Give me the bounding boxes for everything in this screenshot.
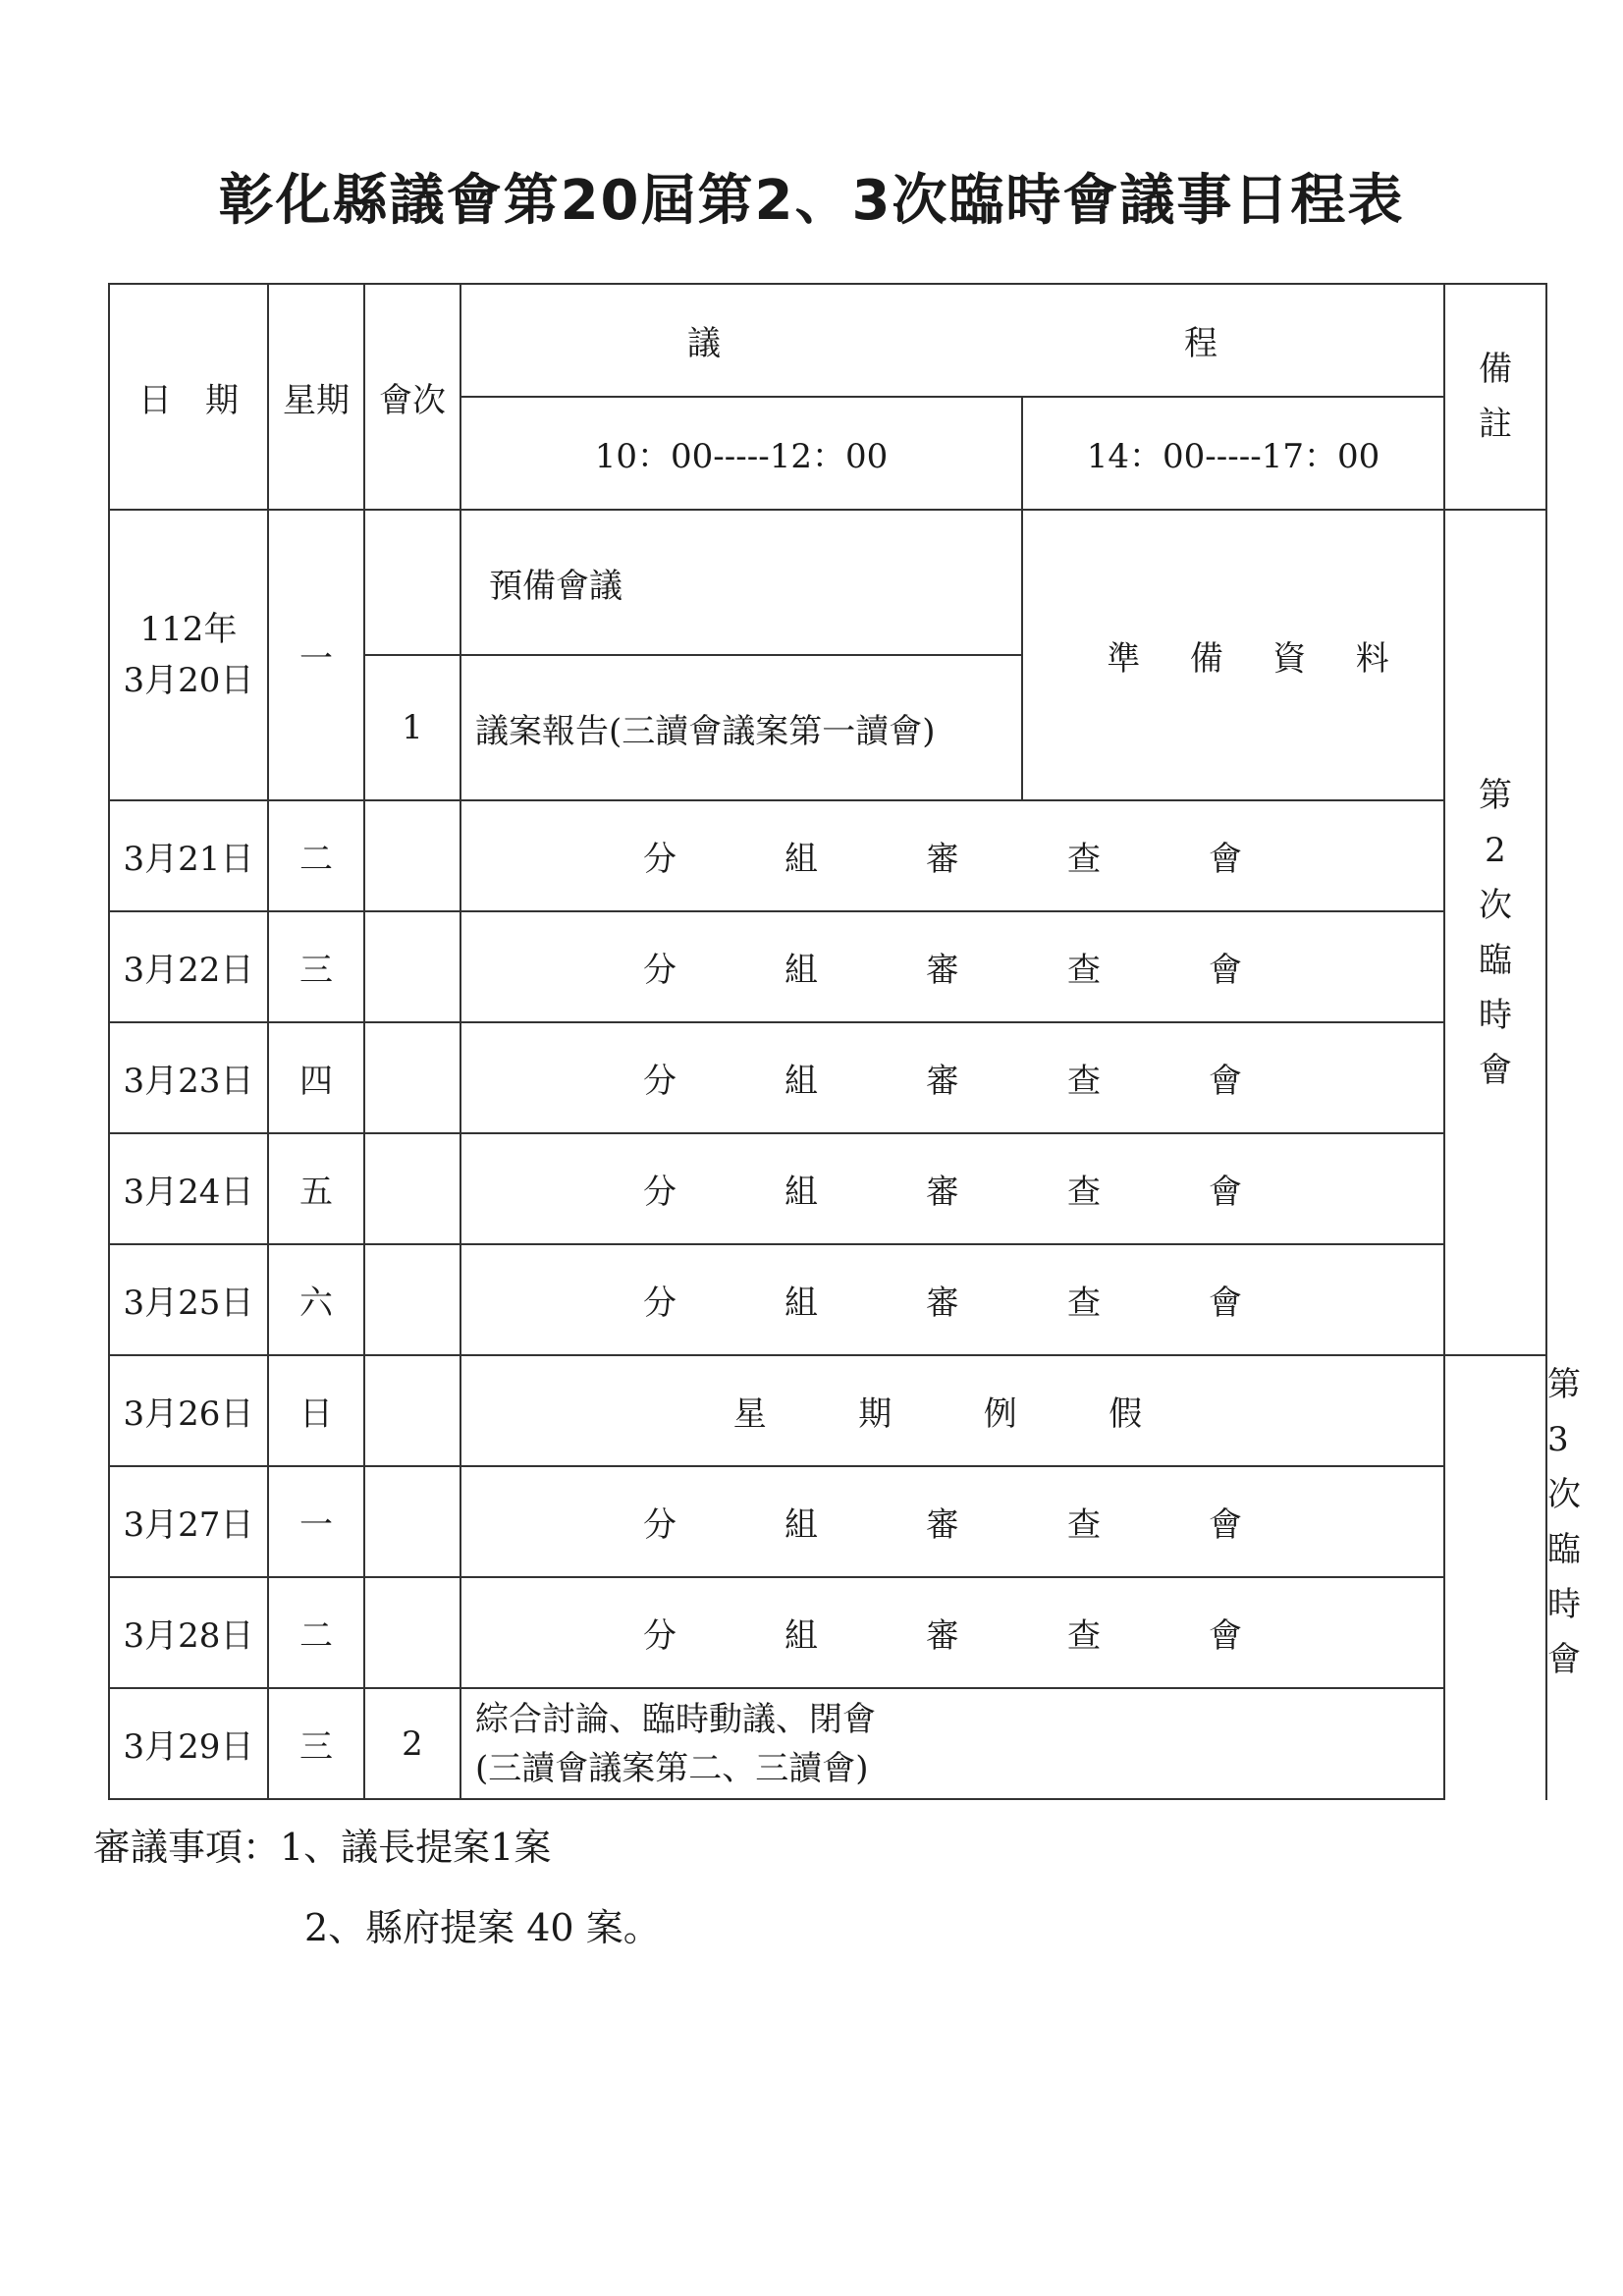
table-row: 3月25日 六 分 組 審 查 會 第 3 次 臨 時 會 xyxy=(109,1244,1546,1355)
table-row xyxy=(109,1355,1546,1466)
first-day-session: 1 xyxy=(364,655,460,800)
row-weekday: 二 xyxy=(268,1577,364,1688)
row-weekday: 五 xyxy=(268,1133,364,1244)
table-row xyxy=(109,1466,1546,1577)
header-morning: 10：00-----12：00 xyxy=(460,397,1022,510)
row-date: 3月27日 xyxy=(109,1466,268,1577)
group-review: 分 組 審 查 會 xyxy=(460,1577,1444,1688)
row-session: 2 xyxy=(364,1688,460,1799)
row-weekday: 二 xyxy=(268,800,364,911)
row-session xyxy=(364,1466,460,1577)
table-row xyxy=(109,1577,1546,1688)
review-items-notes xyxy=(93,1822,661,1953)
row-weekday: 六 xyxy=(268,1244,364,1355)
table-row xyxy=(109,800,1546,911)
row-weekday: 日 xyxy=(268,1355,364,1466)
review-items-line1: 審議事項：1、議長提案1案 xyxy=(93,1826,552,1869)
row-session xyxy=(364,1133,460,1244)
row-date: 3月25日 xyxy=(109,1244,268,1355)
table-row-last-day xyxy=(109,1688,1546,1799)
header-weekday: 星期 xyxy=(268,284,364,510)
table-row-first-day xyxy=(109,510,1546,655)
header-remarks: 備 註 xyxy=(1444,284,1546,510)
table-row xyxy=(109,1022,1546,1133)
header-agenda xyxy=(460,284,1444,397)
table-row xyxy=(109,911,1546,1022)
header-date: 日 期 xyxy=(109,284,268,510)
row-weekday: 三 xyxy=(268,1688,364,1799)
first-day-session-empty xyxy=(364,510,460,655)
group-review: 分 組 審 查 會 xyxy=(460,1133,1444,1244)
closing-agenda: 綜合討論、臨時動議、閉會 (三讀會議案第二、三讀會) xyxy=(460,1688,1444,1799)
row-session xyxy=(364,1577,460,1688)
group-review: 分 組 審 查 會 xyxy=(460,1022,1444,1133)
header-afternoon: 14：00-----17：00 xyxy=(1022,397,1444,510)
group-review: 分 組 審 查 會 xyxy=(460,911,1444,1022)
first-day-weekday: 一 xyxy=(268,510,364,800)
row-date: 3月22日 xyxy=(109,911,268,1022)
row-session xyxy=(364,1244,460,1355)
schedule-table xyxy=(108,283,1581,1800)
row-session xyxy=(364,800,460,911)
row-date: 3月29日 xyxy=(109,1688,268,1799)
header-agenda-right: 程 xyxy=(1184,324,1217,363)
row-session xyxy=(364,1355,460,1466)
row-date: 3月26日 xyxy=(109,1355,268,1466)
page-title: 彰化縣議會第20屆第2、3次臨時會議事日程表 xyxy=(218,169,1405,233)
row-session xyxy=(364,911,460,1022)
row-date: 3月23日 xyxy=(109,1022,268,1133)
group-review: 分 組 審 查 會 xyxy=(460,1466,1444,1577)
header-row-1 xyxy=(109,284,1546,397)
group-review: 分 組 審 查 會 xyxy=(460,1244,1444,1355)
row-weekday: 四 xyxy=(268,1022,364,1133)
prep-meeting: 預備會議 xyxy=(460,510,1022,655)
row-weekday: 三 xyxy=(268,911,364,1022)
row-session xyxy=(364,1022,460,1133)
row-date: 3月28日 xyxy=(109,1577,268,1688)
prep-material: 準 備 資 料 xyxy=(1022,510,1444,800)
group-review: 分 組 審 查 會 xyxy=(460,800,1444,911)
remark-second-session: 第 2 次 臨 時 會 xyxy=(1444,510,1546,1355)
bill-report: 議案報告(三讀會議案第一讀會) xyxy=(460,655,1022,800)
row-date: 3月21日 xyxy=(109,800,268,911)
table-row xyxy=(109,1133,1546,1244)
review-items-line2: 2、縣府提案 40 案。 xyxy=(304,1906,661,1949)
first-day-date: 112年 3月20日 xyxy=(109,510,268,800)
row-weekday: 一 xyxy=(268,1466,364,1577)
weekly-holiday: 星 期 例 假 xyxy=(460,1355,1444,1466)
header-session: 會次 xyxy=(364,284,460,510)
row-date: 3月24日 xyxy=(109,1133,268,1244)
header-agenda-left: 議 xyxy=(687,324,721,363)
